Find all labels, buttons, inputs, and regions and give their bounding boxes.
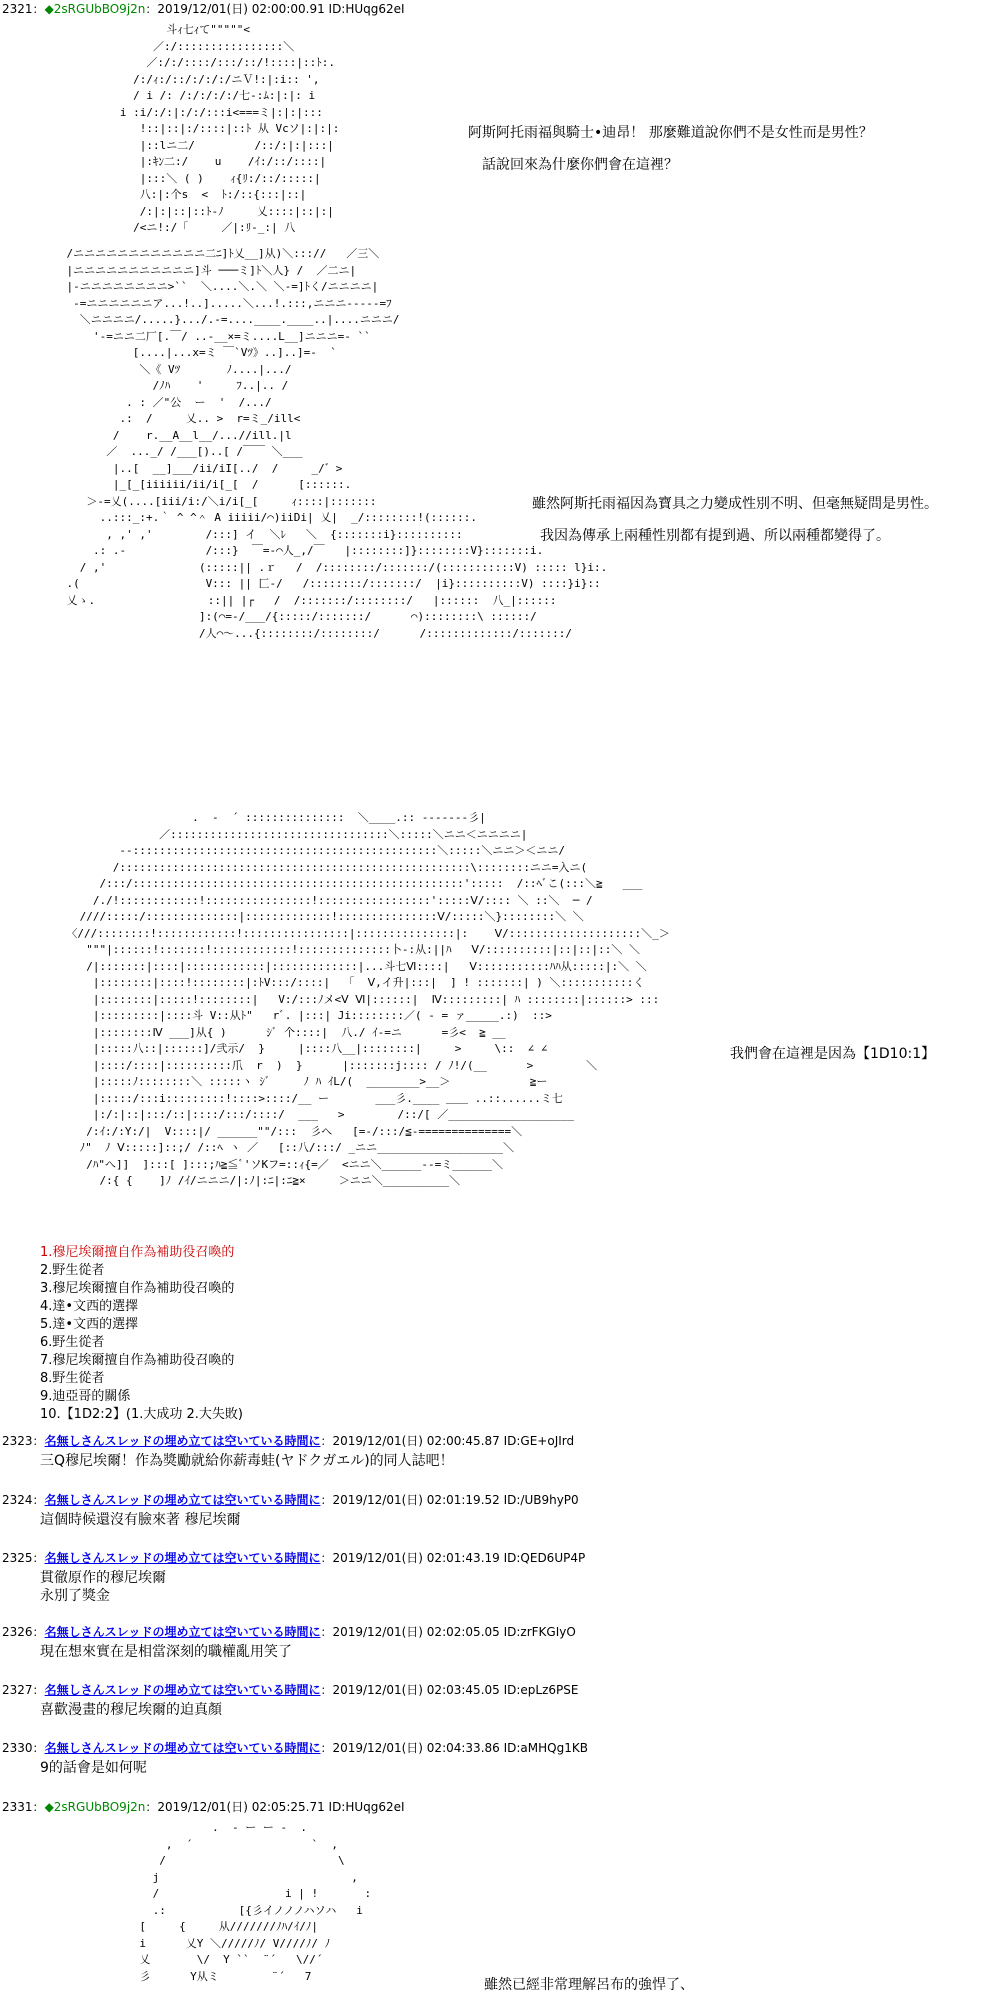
post-number: 2325: [2, 1551, 33, 1565]
post-date: ：2019/12/01(日) 02:04:33.86 ID:aMHQg1KB: [320, 1741, 588, 1755]
post-number: 2321: [2, 2, 33, 16]
dialog-line: 阿斯阿托雨福與騎士•迪昂！ 那麼難道說你們不是女性而是男性？: [468, 125, 873, 141]
ascii-art-3: . - ´ ::::::::::::::: ＼____.:: -------彡| ／:::::::::::::::::::::::::::::::::＼:::::＼ニニ＜ニニニニ| -‐::::::::::::::::::::::::::::::::::::::::::::::＼:::::＼ニニ＞＜ニニ/ /:::::::::::::::::::::::::::::::::::::::::::::::::::::\::::::::ニニ=入ニ( /:::/::::::::::::::::::::::::::::::::::::::::::::::::::'::::: /::ﾍﾞこ(:::＼≧ ___ /./!::::::::::::!::::::::::::::::!:::::::::::::::::':::::Ⅴ/:::: ＼ ::＼ ─ / ////:::::/::::::::::::::|:::::::::::::!:::::::::::::::Ⅴ/:::::＼}::::::::＼ ＼ 〈///::::::::!::::::::::::!::::::::::::::::|:::::::::::::::|: Ⅴ/::::::::::::::::::::＼_＞ """|::::::!:::::::!::::::::::::!::::::::::::::卜-:从:||ﾊ Ⅴ/::::::::::|::|::|::＼ ＼ /|:::::::|::::|::::::::::::|:::::::::::::|...斗七Ⅵ::::| Ⅴ:::::::::::ﾊﾊ从:::::|:＼ ＼ |::::::::|::::!::::::::|:ﾄV:::/::::| 「 Ⅴ,イ升|:::| ] ! :::::::| ) ＼:::::::::::く |::::::::|:::::!::::::::| V:/:::ﾉメ<Ⅴ Ⅵ|::::::| Ⅳ:::::::::| ﾊ ::::::::|::::::> ::: |:::::::::|::::斗 V::从ﾄ" rﾞ. |:::| Ji::::::::／( - = ァ_____.:) ::> |::::::::Ⅳ ___]从{ ) ｼﾞ 个::::| 八./ ｲ-=ニ =彡< ≧ __ |:::::八::|::::::]/弐示/ } |::::八__|::::::::| > \:: ∠ ∠ |::::/::::|::::::::::爪 r ) } |:::::::j:::: / ﾉ!/(__ > ＼ |:::::ﾉ::::::::＼ :::::ヽ ｼﾞ ﾉ ﾊ ｲL/( ________>__＞ ≧ー |:::::/:::i:::::::::!::::>::::/__ ー ___彡.____ ＿＿ ..::......ミ七 |:/:|::|:::/::|::::/:::/::::/ ___ > /::/[ ／___________________ /:ｲ:/:Y:/| V::::|/ ______""/::: 彡へ [=-/:::/≦-==============＼ ﾉ" ﾉ Ⅴ:::::]::;/ /::ﾍ ヽ ／ [::八/:::/ _ニニ___________________＼ /ﾊ"へ]] ]:::[ ]:::;ﾊ≧≦ﾞ'ソKフ=::ｨ{=／ <ニニ＼______--=ミ______＼ /:{ { ]ﾉ /ｲ/ニニニ/|:ﾉ|:ﾆ|:ﾆ≧× ＞ニニ＼__________＼: [66, 811, 670, 1187]
poster-trip[interactable]: ◆2sRGUbBO9j2n: [44, 2, 146, 16]
dialog-line: 我們會在這裡是因為【1D10:1】: [730, 1046, 936, 1062]
poster-name[interactable]: 名無しさんスレッドの埋め立ては空いている時間に: [44, 1493, 321, 1507]
post-number: 2323: [2, 1434, 33, 1448]
post-date: ：2019/12/01(日) 02:01:19.52 ID:/UB9hyP0: [320, 1493, 579, 1507]
post-number: 2326: [2, 1625, 33, 1639]
post-header-2321: 2321：◆2sRGUbBO9j2n：2019/12/01(日) 02:00:00.91 ID:HUqg62eI: [2, 2, 405, 16]
choice-8: 8.野生從者: [40, 1371, 105, 1386]
choice-5: 5.達•文西的選擇: [40, 1317, 139, 1332]
post-number: 2331: [2, 1800, 33, 1814]
poster-name[interactable]: 名無しさんスレッドの埋め立ては空いている時間に: [44, 1434, 321, 1448]
dialog-line: 雖然阿斯托雨福因為寶具之力變成性別不明、但毫無疑問是男性。: [532, 496, 938, 512]
ascii-art-4: . - ー ー - . , ´ ` , / \ j , / i | ! : .: [{彡イノノノハソハ i [ { 从///////ﾉﾊ/ｲ/ﾉ| i 乂Y ＼/////ﾉ/ V////ﾉ/ ﾉ 乂 \/ Y `` ¨´ \//´ 彡 Y从ミ ¨´ 7: [139, 1821, 372, 1983]
poster-name[interactable]: 名無しさんスレッドの埋め立ては空いている時間に: [44, 1551, 321, 1565]
post-date: ：2019/12/01(日) 02:01:43.19 ID:QED6UP4P: [320, 1551, 586, 1565]
post-header-2330: 2330：名無しさんスレッドの埋め立ては空いている時間に：2019/12/01(日) 02:04:33.86 ID:aMHQg1KB: [2, 1741, 588, 1755]
post-body-line: 貫徹原作的穆尼埃爾: [40, 1570, 166, 1586]
post-number: 2324: [2, 1493, 33, 1507]
post-header-2323: 2323：名無しさんスレッドの埋め立ては空いている時間に：2019/12/01(日) 02:00:45.87 ID:GE+oJIrd: [2, 1434, 575, 1448]
choice-2: 2.野生從者: [40, 1263, 105, 1278]
post-date: ：2019/12/01(日) 02:00:00.91 ID:HUqg62eI: [145, 2, 405, 16]
post-number: 2330: [2, 1741, 33, 1755]
choice-10: 10.【1D2:2】(1.大成功 2.大失敗): [40, 1407, 243, 1422]
ascii-art-2: /ニニニニニニニニニニニニ二ﾆ]ﾄ乂__]从)＼:::// ／三＼ |ニニニニニニニニニニニ]斗 ───ミ]ﾄ＼人} / ／二ニ| |-ニニニニニニニニ>`` ＼....＼.＼ ＼-=]ﾄく/ニニニニ| -=ニニニニニニア...!..].....＼...!.:::,ニニニ-----=ﾌ ＼ニニニニ/.....}.../.-=....____.____..|....ニニニ/ '-=ニニ二厂[.￣/ ..-__×=ミ....L__]ニニニ=- `` [....|...x=ミ ￣`Vﾂ》..]..]=- ` ＼《 Vﾂ ﾉ....|.../ /ﾉﾊ ' ﾌ..|.. / . : ／"公 ー ' /.../ .: / 乂.. > r=ミ_/ill< / r.__A__l__/...//ill.|l ／ ..._/ /___[)..[ /￣￣ ＼___ |..[ __]___/ii/iI[../ / _/゛> |_[_[iiiiii/ii/i[_[ / [::::::. ＞-=乂(....[iii/i:/＼i/i[_[ ｨ::::|::::::: ..:::_:+.｀ ^ ^＾ A iiiii/⌒)iiDi| 乂| _/::::::::!(::::::. , ,' ,' /:::] イ ＼ﾚ ＼ {:::::::i}:::::::::: .: .- /:::} ￣=-⌒人_,/￣ |::::::::]}::::::::V}:::::::i. / ,' (:::::|| .ｒ / /::::::::/:::::::/(:::::::::::V) ::::: l}i:. .( V::: || 匚-/ /::::::::/:::::::/ |i}::::::::::V) ::::}i}:: 乂ゝ. ::|| |┌ / /:::::::/::::::::/ |:::::: 八_|:::::: ]:(⌒=-/___/{:::::/:::::::/ ⌒)::::::::\ ::::::/ /人⌒〜...{::::::::/::::::::/ /:::::::::::::/:::::::/: [66, 247, 608, 640]
ascii-art-1: 斗ｨ七ｨて"""""< ／:/::::::::::::::::＼ ／:/:/::::/:::/::/!::::|::ﾄ:. /:/ｨ:/::/:/:/:/ニＶ!:|:i:: ', / i /: /:/:/:/:/七-:ﾑ:|:|: i i :i/:/:|:/:/:::i<===ミ|:|:|::: !::|::|:/::::|::ﾄ 从 Vcソ|:|:|: |::lニ二/ /::/:|:|:::| |:ｷﾝ二:/ u /ｲ:/::/::::| |:::＼ ( ) ｨ{ﾘ:/::/:::::| 八:|:个s < ﾄ:/::{:::|::| /:|:|::|::ﾄ-ﾉ 乂::::|::|:| /<ニ!:/「 ／|:ﾘ-_:| 八: [119, 23, 340, 234]
post-body-line: 三Q穆尼埃爾！作為獎勵就給你薪毒蛙(ヤドクガエル)的同人誌吧！: [40, 1453, 454, 1469]
post-body-line: 現在想來實在是相當深刻的職權亂用笑了: [40, 1644, 292, 1660]
choice-6: 6.野生從者: [40, 1335, 105, 1350]
post-date: ：2019/12/01(日) 02:03:45.05 ID:epLz6PSE: [320, 1683, 579, 1697]
post-header-2325: 2325：名無しさんスレッドの埋め立ては空いている時間に：2019/12/01(日) 02:01:43.19 ID:QED6UP4P: [2, 1551, 586, 1565]
post-header-2326: 2326：名無しさんスレッドの埋め立ては空いている時間に：2019/12/01(日) 02:02:05.05 ID:zrFKGIyO: [2, 1625, 576, 1639]
poster-name[interactable]: 名無しさんスレッドの埋め立ては空いている時間に: [44, 1741, 321, 1755]
dialog-line: 雖然已經非常理解呂布的強悍了、: [484, 1977, 694, 1993]
poster-trip[interactable]: ◆2sRGUbBO9j2n: [44, 1800, 146, 1814]
choice-1: 1.穆尼埃爾擅自作為補助役召喚的: [40, 1245, 235, 1260]
post-date: ：2019/12/01(日) 02:05:25.71 ID:HUqg62eI: [145, 1800, 405, 1814]
poster-name[interactable]: 名無しさんスレッドの埋め立ては空いている時間に: [44, 1683, 321, 1697]
post-body-line: 喜歡漫畫的穆尼埃爾的迫真顏: [40, 1702, 222, 1718]
dialog-line: 話說回來為什麼你們會在這裡？: [482, 157, 678, 173]
post-date: ：2019/12/01(日) 02:02:05.05 ID:zrFKGIyO: [320, 1625, 576, 1639]
dialog-line: 我因為傳承上兩種性別都有提到過、所以兩種都變得了。: [540, 528, 890, 544]
choice-7: 7.穆尼埃爾擅自作為補助役召喚的: [40, 1353, 235, 1368]
choice-9: 9.迪亞哥的關係: [40, 1389, 131, 1404]
post-body-line: 這個時候還沒有臉來著 穆尼埃爾: [40, 1512, 241, 1528]
poster-name[interactable]: 名無しさんスレッドの埋め立ては空いている時間に: [44, 1625, 321, 1639]
choice-4: 4.達•文西的選擇: [40, 1299, 139, 1314]
post-body-line: 永別了獎金: [40, 1588, 110, 1604]
choice-3: 3.穆尼埃爾擅自作為補助役召喚的: [40, 1281, 235, 1296]
post-body-line: 9的話會是如何呢: [40, 1760, 147, 1776]
post-header-2324: 2324：名無しさんスレッドの埋め立ては空いている時間に：2019/12/01(日) 02:01:19.52 ID:/UB9hyP0: [2, 1493, 579, 1507]
post-header-2327: 2327：名無しさんスレッドの埋め立ては空いている時間に：2019/12/01(日) 02:03:45.05 ID:epLz6PSE: [2, 1683, 579, 1697]
post-date: ：2019/12/01(日) 02:00:45.87 ID:GE+oJIrd: [320, 1434, 575, 1448]
post-number: 2327: [2, 1683, 33, 1697]
post-header-2331: 2331：◆2sRGUbBO9j2n：2019/12/01(日) 02:05:25.71 ID:HUqg62eI: [2, 1800, 405, 1814]
